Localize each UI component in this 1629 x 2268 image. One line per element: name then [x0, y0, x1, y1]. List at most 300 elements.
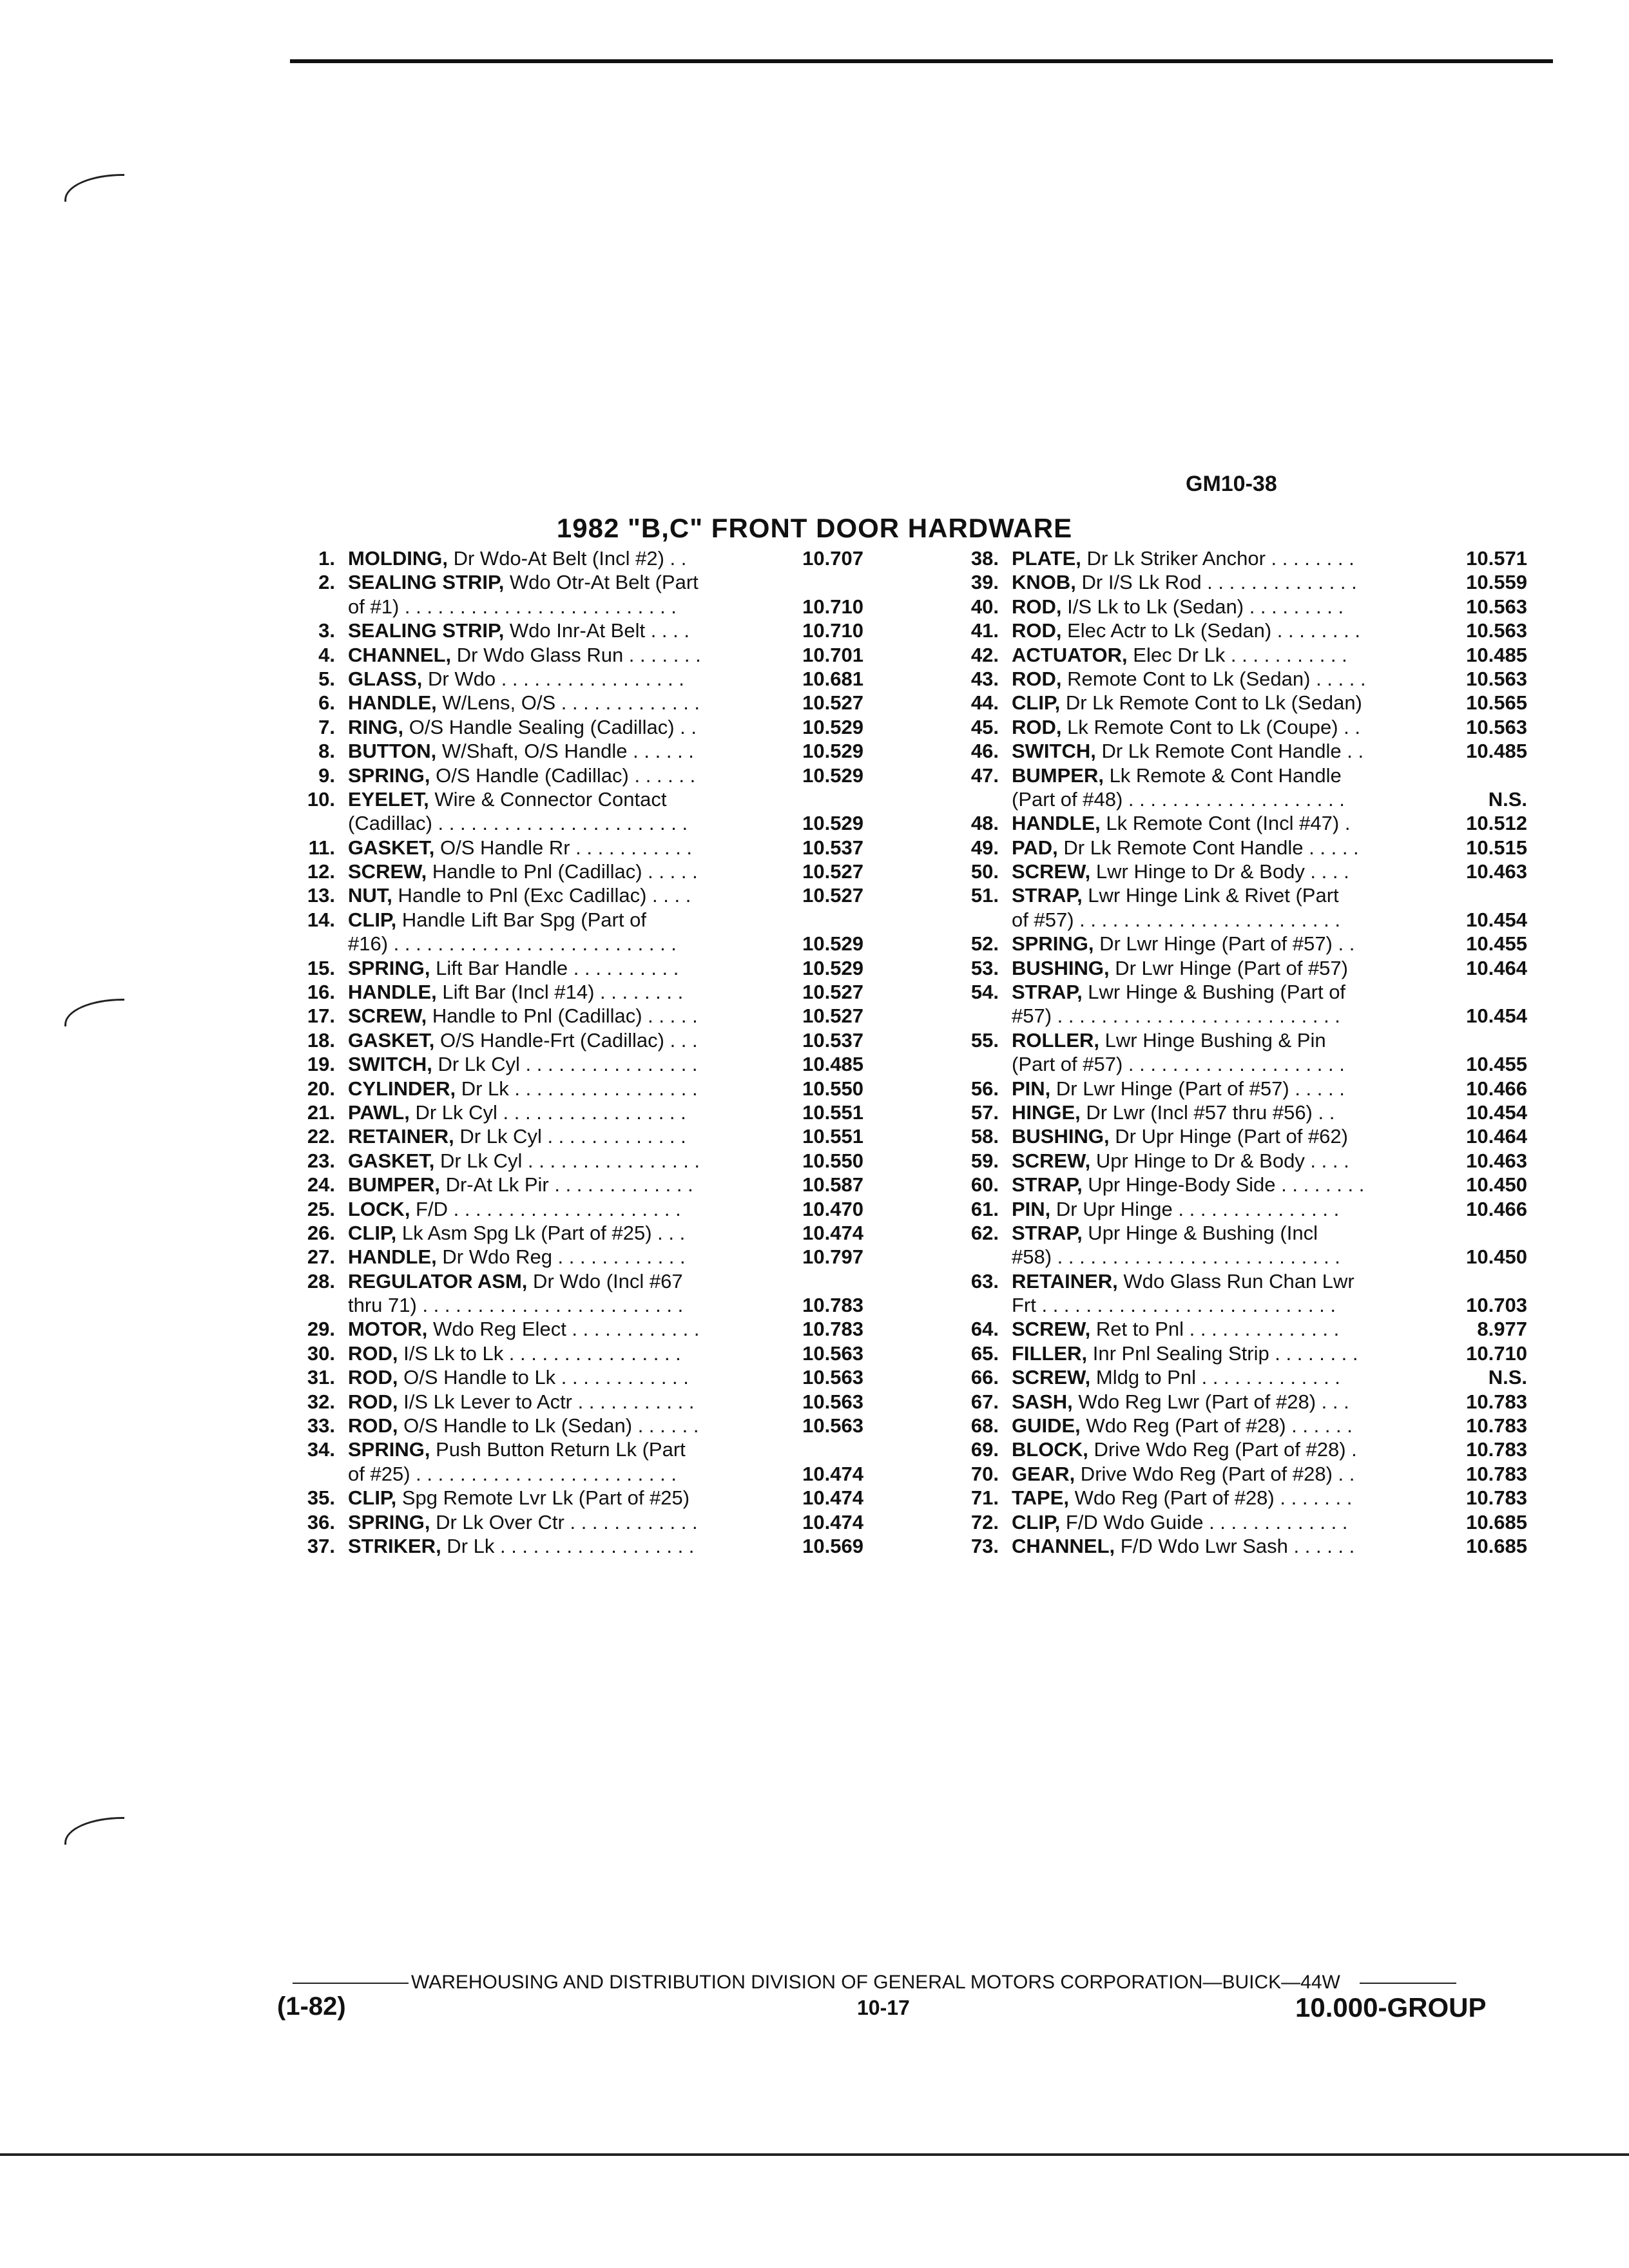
- item-description: [348, 1486, 773, 1510]
- footer-group: 10.000-GROUP: [1295, 1992, 1487, 2023]
- part-name: GASKET,: [348, 1149, 435, 1172]
- group-number: 10.529: [802, 932, 863, 956]
- item-description: [1012, 1486, 1437, 1510]
- item-number: 3.: [318, 619, 335, 642]
- part-name: SCREW,: [1012, 1318, 1091, 1341]
- parts-list-row: [941, 811, 1553, 835]
- part-name: BLOCK,: [1012, 1438, 1088, 1461]
- item-description: [1012, 595, 1437, 619]
- part-name: CYLINDER,: [348, 1077, 456, 1100]
- parts-list-row: [941, 1293, 1553, 1317]
- parts-list-row: [277, 860, 889, 883]
- part-detail: Dr Wdo Reg . . . . . . . . . . . .: [436, 1245, 686, 1269]
- item-description: [348, 619, 773, 642]
- item-number: 66.: [970, 1366, 999, 1389]
- group-number: 10.454: [1466, 1100, 1527, 1124]
- item-number: 59.: [970, 1149, 999, 1172]
- group-number: 10.681: [802, 667, 863, 690]
- part-detail: Dr Lk Cyl . . . . . . . . . . . . . . . . .: [409, 1100, 686, 1124]
- item-description: [1012, 1390, 1437, 1414]
- item-description: [348, 715, 773, 739]
- part-name: SCREW,: [348, 860, 427, 883]
- item-description: [348, 1390, 773, 1414]
- parts-list-row: [941, 1124, 1553, 1148]
- part-name: CLIP,: [348, 1486, 397, 1510]
- parts-list-row: [941, 1437, 1553, 1461]
- item-number: 50.: [970, 860, 999, 883]
- part-detail: Dr Wdo-At Belt (Incl #2) . .: [448, 546, 687, 570]
- part-name: TAPE,: [1012, 1486, 1069, 1510]
- group-number: 10.485: [802, 1053, 863, 1076]
- parts-list-row: [277, 932, 889, 956]
- item-description: [1012, 787, 1437, 811]
- item-description: [348, 1173, 773, 1196]
- part-detail: Dr Wdo . . . . . . . . . . . . . . . . .: [422, 667, 684, 690]
- item-description: [1012, 1245, 1437, 1269]
- parts-list-row: [941, 1221, 1553, 1245]
- item-number: 44.: [970, 691, 999, 715]
- part-detail: Lwr Hinge to Dr & Body . . . .: [1090, 860, 1349, 883]
- part-detail: O/S Handle to Lk . . . . . . . . . . . .: [398, 1366, 689, 1389]
- item-description: [348, 1365, 773, 1389]
- item-description: [1012, 1052, 1437, 1076]
- part-detail: F/D . . . . . . . . . . . . . . . . . . . . .: [410, 1197, 681, 1220]
- part-detail: Dr Lk Cyl . . . . . . . . . . . . .: [454, 1125, 686, 1148]
- footer-division: WAREHOUSING AND DISTRIBUTION DIVISION OF GENERAL MOTORS CORPORATION—BUICK—44W: [411, 1972, 1340, 1993]
- group-number: 10.455: [1466, 932, 1527, 956]
- part-name: PIN,: [1012, 1197, 1051, 1220]
- item-description: [1012, 836, 1437, 860]
- parts-list-row: [941, 956, 1553, 980]
- part-detail: Elec Dr Lk . . . . . . . . . . .: [1127, 643, 1347, 666]
- part-detail: Wdo Glass Run Chan Lwr: [1117, 1269, 1354, 1293]
- item-description: [1012, 1269, 1437, 1293]
- group-number: 10.464: [1466, 956, 1527, 979]
- group-number: 10.685: [1466, 1535, 1527, 1557]
- parts-list-row: [277, 956, 889, 980]
- parts-list-row: [941, 883, 1553, 907]
- parts-list-row: [277, 715, 889, 739]
- item-number: 56.: [970, 1077, 999, 1100]
- group-number: 10.470: [802, 1197, 863, 1220]
- item-number: 51.: [970, 884, 999, 907]
- group-number: 10.550: [802, 1149, 863, 1172]
- part-name: SPRING,: [348, 764, 430, 787]
- parts-list-row: [941, 739, 1553, 763]
- part-detail: Drive Wdo Reg (Part of #28) .: [1088, 1438, 1357, 1461]
- part-name: HANDLE,: [348, 1245, 437, 1269]
- item-number: 17.: [307, 1004, 335, 1028]
- item-number: 30.: [307, 1341, 335, 1365]
- part-detail: Lwr Hinge & Bushing (Part of: [1082, 981, 1346, 1004]
- parts-list-row: [941, 1077, 1553, 1100]
- item-description: [348, 1317, 773, 1341]
- parts-list-row: [277, 570, 889, 594]
- parts-list-row: [941, 619, 1553, 642]
- part-detail: Dr Lk Striker Anchor . . . . . . . .: [1081, 546, 1354, 570]
- item-description: [1012, 1414, 1437, 1437]
- parts-list-row: [941, 643, 1553, 667]
- part-name: BUMPER,: [1012, 764, 1104, 787]
- part-name: ROD,: [348, 1390, 398, 1413]
- item-number: 12.: [307, 860, 335, 883]
- group-number: 10.450: [1466, 1173, 1527, 1196]
- item-description: [1012, 1341, 1437, 1365]
- group-number: 10.529: [802, 715, 863, 738]
- parts-list-row: [941, 715, 1553, 739]
- item-description: [1012, 739, 1437, 763]
- item-description: [348, 1245, 773, 1269]
- part-name: ACTUATOR,: [1012, 643, 1128, 666]
- parts-list-row: [941, 860, 1553, 883]
- part-detail: #57) . . . . . . . . . . . . . . . . . . . . . . . . . .: [1012, 1004, 1340, 1028]
- parts-list-row: [941, 1414, 1553, 1437]
- item-description: [348, 883, 773, 907]
- item-number: 11.: [308, 836, 335, 859]
- item-description: [1012, 860, 1437, 883]
- item-number: 70.: [970, 1462, 999, 1485]
- parts-list-row: [277, 1149, 889, 1173]
- item-number: 10.: [307, 787, 335, 811]
- part-name: SASH,: [1012, 1390, 1073, 1413]
- item-description: [1012, 1197, 1437, 1221]
- group-number: 10.529: [802, 956, 863, 979]
- item-description: [348, 860, 773, 883]
- part-name: FILLER,: [1012, 1341, 1088, 1365]
- part-detail: Dr I/S Lk Rod . . . . . . . . . . . . . .: [1075, 571, 1357, 594]
- part-name: CLIP,: [1012, 691, 1061, 715]
- item-number: 45.: [970, 715, 999, 738]
- part-detail: #16) . . . . . . . . . . . . . . . . . . . . . . . . . .: [348, 932, 677, 956]
- item-number: 63.: [970, 1269, 999, 1293]
- item-description: [348, 1269, 773, 1293]
- item-description: [1012, 1173, 1437, 1196]
- item-number: 6.: [318, 691, 335, 715]
- parts-list-row: [277, 1341, 889, 1365]
- parts-list-row: [277, 1028, 889, 1052]
- parts-list-row: [941, 1173, 1553, 1196]
- part-detail: Dr Lk . . . . . . . . . . . . . . . . . .: [441, 1535, 695, 1557]
- footer-dash: [1360, 1983, 1456, 1984]
- parts-list-row: [941, 1365, 1553, 1389]
- part-name: SPRING,: [348, 956, 430, 979]
- group-number: 10.701: [802, 643, 863, 666]
- item-number: 1.: [318, 546, 335, 570]
- part-name: SWITCH,: [348, 1053, 432, 1076]
- item-description: [1012, 1534, 1437, 1558]
- part-detail: Dr Lk Over Ctr . . . . . . . . . . . .: [430, 1510, 698, 1533]
- item-number: 15.: [307, 956, 335, 979]
- part-name: EYELET,: [348, 787, 429, 811]
- part-name: STRAP,: [1012, 1173, 1083, 1196]
- parts-list-row: [277, 595, 889, 619]
- group-number: 10.783: [802, 1294, 863, 1317]
- part-detail: Lwr Hinge Link & Rivet (Part: [1082, 884, 1339, 907]
- item-description: [348, 932, 773, 956]
- part-detail: Dr Lk Cyl . . . . . . . . . . . . . . . .: [434, 1149, 700, 1172]
- group-number: 10.529: [802, 740, 863, 763]
- group-number: 10.569: [802, 1535, 863, 1557]
- item-number: 18.: [307, 1028, 335, 1052]
- item-number: 47.: [970, 764, 999, 787]
- part-name: ROD,: [1012, 595, 1062, 618]
- part-name: PLATE,: [1012, 546, 1081, 570]
- part-detail: of #1) . . . . . . . . . . . . . . . . . . . . . . . . .: [348, 595, 677, 618]
- item-description: [348, 1437, 773, 1461]
- part-detail: O/S Handle (Cadillac) . . . . . .: [430, 764, 696, 787]
- part-name: ROD,: [1012, 715, 1062, 738]
- item-description: [1012, 1510, 1437, 1534]
- parts-list-row: [277, 691, 889, 715]
- item-description: [1012, 932, 1437, 956]
- item-number: 73.: [970, 1535, 999, 1557]
- part-detail: Dr Lk Remote Cont to Lk (Sedan): [1060, 691, 1362, 715]
- part-detail: O/S Handle-Frt (Cadillac) . . .: [434, 1028, 698, 1052]
- group-number: 10.529: [802, 812, 863, 835]
- parts-list-row: [941, 1510, 1553, 1534]
- part-detail: Dr Lwr Hinge (Part of #57) . .: [1094, 932, 1355, 956]
- part-detail: Handle to Pnl (Cadillac) . . . . .: [427, 1004, 698, 1028]
- item-description: [348, 1052, 773, 1076]
- part-name: STRAP,: [1012, 1221, 1083, 1244]
- item-number: 62.: [970, 1221, 999, 1244]
- part-detail: Dr Upr Hinge (Part of #62): [1109, 1125, 1348, 1148]
- group-number: 10.783: [802, 1318, 863, 1341]
- group-number: 10.563: [802, 1341, 863, 1365]
- item-description: [348, 595, 773, 619]
- item-description: [1012, 546, 1437, 570]
- item-number: 13.: [307, 884, 335, 907]
- group-number: 10.512: [1466, 812, 1527, 835]
- parts-list-row: [941, 1341, 1553, 1365]
- part-name: CLIP,: [1012, 1510, 1061, 1533]
- parts-list-row: [277, 1486, 889, 1510]
- part-name: SCREW,: [1012, 860, 1091, 883]
- item-description: [348, 667, 773, 691]
- part-detail: I/S Lk to Lk (Sedan) . . . . . . . . .: [1061, 595, 1344, 618]
- footer-dash: [293, 1983, 409, 1984]
- part-name: CHANNEL,: [348, 643, 452, 666]
- parts-list-row: [941, 1245, 1553, 1269]
- group-number: 10.571: [1466, 546, 1527, 570]
- parts-list-row: [941, 691, 1553, 715]
- part-detail: (Cadillac) . . . . . . . . . . . . . . . . . . . . . . .: [348, 812, 688, 835]
- group-number: N.S.: [1488, 1366, 1527, 1389]
- parts-list-row: [941, 1052, 1553, 1076]
- part-name: ROD,: [348, 1366, 398, 1389]
- parts-list-row: [941, 1318, 1553, 1341]
- item-number: 58.: [970, 1125, 999, 1148]
- parts-list-row: [277, 739, 889, 763]
- group-number: 8.977: [1477, 1318, 1527, 1341]
- group-number: 10.703: [1466, 1294, 1527, 1317]
- footer-page-number: 10-17: [857, 1996, 910, 2019]
- part-detail: Wdo Reg Lwr (Part of #28) . . .: [1072, 1390, 1349, 1413]
- item-description: [1012, 619, 1437, 642]
- parts-list-row: [277, 883, 889, 907]
- group-number: 10.563: [1466, 667, 1527, 690]
- part-name: GUIDE,: [1012, 1414, 1081, 1437]
- parts-list-row: [941, 1004, 1553, 1028]
- part-detail: Dr Lk . . . . . . . . . . . . . . . . .: [456, 1077, 698, 1100]
- part-name: SEALING STRIP,: [348, 619, 505, 642]
- part-name: STRAP,: [1012, 884, 1083, 907]
- page-title: 1982 "B,C" FRONT DOOR HARDWARE: [556, 513, 1073, 543]
- part-detail: Dr-At Lk Pir . . . . . . . . . . . . .: [439, 1173, 693, 1196]
- group-number: 10.565: [1466, 691, 1527, 715]
- parts-list-row: [941, 595, 1553, 619]
- group-number: 10.563: [1466, 715, 1527, 738]
- item-number: 25.: [307, 1197, 335, 1220]
- parts-list-row: [277, 619, 889, 642]
- group-number: 10.450: [1466, 1245, 1527, 1269]
- group-number: 10.463: [1466, 1149, 1527, 1172]
- group-number: 10.783: [1466, 1462, 1527, 1485]
- parts-list-row: [941, 1486, 1553, 1510]
- item-number: 26.: [307, 1221, 335, 1244]
- item-description: [348, 836, 773, 860]
- item-number: 67.: [970, 1390, 999, 1413]
- group-number: 10.474: [802, 1486, 863, 1510]
- group-number: 10.485: [1466, 740, 1527, 763]
- group-number: 10.464: [1466, 1125, 1527, 1148]
- group-number: 10.710: [1466, 1341, 1527, 1365]
- parts-list-row: [941, 932, 1553, 956]
- group-number: 10.537: [802, 836, 863, 859]
- part-name: SPRING,: [1012, 932, 1094, 956]
- parts-list-row: [277, 1510, 889, 1534]
- group-number: 10.485: [1466, 643, 1527, 666]
- part-detail: Dr Lk Remote Cont Handle . .: [1095, 740, 1364, 763]
- group-number: 10.563: [802, 1414, 863, 1437]
- item-description: [348, 956, 773, 980]
- parts-list-row: [941, 667, 1553, 691]
- footer-division-line: [290, 1972, 1459, 1994]
- parts-list-row: [941, 1197, 1553, 1221]
- item-number: 43.: [970, 667, 999, 690]
- item-number: 61.: [970, 1197, 999, 1220]
- item-description: [1012, 1124, 1437, 1148]
- part-detail: Wdo Reg (Part of #28) . . . . . . .: [1069, 1486, 1353, 1510]
- part-name: PAWL,: [348, 1100, 410, 1124]
- group-number: 10.783: [1466, 1486, 1527, 1510]
- item-description: [1012, 1028, 1437, 1052]
- parts-list-row: [277, 764, 889, 787]
- parts-list-row: [941, 1462, 1553, 1486]
- item-description: [1012, 1221, 1437, 1245]
- item-description: [1012, 1293, 1437, 1317]
- item-description: [348, 1510, 773, 1534]
- item-number: 29.: [307, 1318, 335, 1341]
- parts-list-row: [277, 1534, 889, 1558]
- item-number: 14.: [307, 908, 335, 931]
- part-name: ROD,: [348, 1341, 398, 1365]
- item-number: 31.: [307, 1366, 335, 1389]
- group-number: 10.783: [1466, 1438, 1527, 1461]
- part-name: SEALING STRIP,: [348, 571, 505, 594]
- parts-list-row: [277, 1245, 889, 1269]
- group-number: 10.710: [802, 619, 863, 642]
- item-number: 52.: [970, 932, 999, 956]
- item-number: 24.: [307, 1173, 335, 1196]
- item-description: [1012, 691, 1437, 715]
- item-description: [348, 570, 773, 594]
- part-name: HANDLE,: [348, 691, 437, 715]
- parts-list-row: [277, 1269, 889, 1293]
- item-description: [348, 1221, 773, 1245]
- part-detail: Lk Remote Cont (Incl #47) .: [1100, 812, 1351, 835]
- part-name: GEAR,: [1012, 1462, 1075, 1485]
- parts-list-row: [941, 764, 1553, 787]
- group-number: 10.710: [802, 595, 863, 618]
- group-number: 10.559: [1466, 571, 1527, 594]
- group-number: 10.527: [802, 981, 863, 1004]
- part-detail: Lk Asm Spg Lk (Part of #25) . . .: [396, 1221, 686, 1244]
- item-number: 23.: [307, 1149, 335, 1172]
- item-description: [348, 1534, 773, 1558]
- part-detail: Dr Lwr Hinge (Part of #57) . . . . .: [1050, 1077, 1345, 1100]
- part-detail: Lwr Hinge Bushing & Pin: [1099, 1028, 1326, 1052]
- group-number: 10.797: [802, 1245, 863, 1269]
- part-name: CLIP,: [348, 1221, 397, 1244]
- part-name: BUSHING,: [1012, 1125, 1110, 1148]
- part-detail: Dr Wdo Glass Run . . . . . . .: [451, 643, 701, 666]
- item-description: [1012, 1077, 1437, 1100]
- item-description: [348, 1124, 773, 1148]
- part-detail: Dr Lwr (Incl #57 thru #56) . .: [1080, 1100, 1335, 1124]
- part-name: BUSHING,: [1012, 956, 1110, 979]
- part-detail: W/Shaft, O/S Handle . . . . . .: [436, 740, 694, 763]
- item-number: 54.: [970, 981, 999, 1004]
- item-description: [1012, 883, 1437, 907]
- item-number: 27.: [307, 1245, 335, 1269]
- item-description: [348, 811, 773, 835]
- part-detail: Dr Upr Hinge . . . . . . . . . . . . . . .: [1050, 1197, 1340, 1220]
- item-description: [348, 1293, 773, 1317]
- part-name: RETAINER,: [348, 1125, 454, 1148]
- parts-list-row: [941, 980, 1553, 1004]
- part-name: ROD,: [348, 1414, 398, 1437]
- part-detail: Frt . . . . . . . . . . . . . . . . . . . . . . . . . . .: [1012, 1294, 1336, 1317]
- item-number: 32.: [307, 1390, 335, 1413]
- parts-list-row: [277, 811, 889, 835]
- item-description: [348, 739, 773, 763]
- part-detail: Dr Lk Remote Cont Handle . . . . .: [1057, 836, 1359, 859]
- group-number: 10.563: [1466, 595, 1527, 618]
- parts-list-row: [277, 1100, 889, 1124]
- parts-list-right: [941, 546, 1553, 1558]
- margin-mark: [64, 999, 124, 1026]
- part-detail: Ret to Pnl . . . . . . . . . . . . . .: [1090, 1318, 1340, 1341]
- parts-list-row: [277, 1077, 889, 1100]
- item-number: 22.: [307, 1125, 335, 1148]
- group-number: 10.454: [1466, 908, 1527, 931]
- part-name: MOLDING,: [348, 546, 448, 570]
- part-name: HINGE,: [1012, 1100, 1081, 1124]
- group-number: 10.707: [802, 546, 863, 570]
- item-description: [348, 1149, 773, 1173]
- part-detail: of #25) . . . . . . . . . . . . . . . . . . . . . . . .: [348, 1462, 677, 1485]
- item-number: 41.: [970, 619, 999, 642]
- part-name: RING,: [348, 715, 404, 738]
- part-name: SPRING,: [348, 1438, 430, 1461]
- item-number: 71.: [970, 1486, 999, 1510]
- item-description: [1012, 1462, 1437, 1486]
- parts-list-row: [277, 1124, 889, 1148]
- item-description: [1012, 1149, 1437, 1173]
- part-detail: Dr Lk Cyl . . . . . . . . . . . . . . . .: [432, 1053, 698, 1076]
- group-number: N.S.: [1488, 787, 1527, 811]
